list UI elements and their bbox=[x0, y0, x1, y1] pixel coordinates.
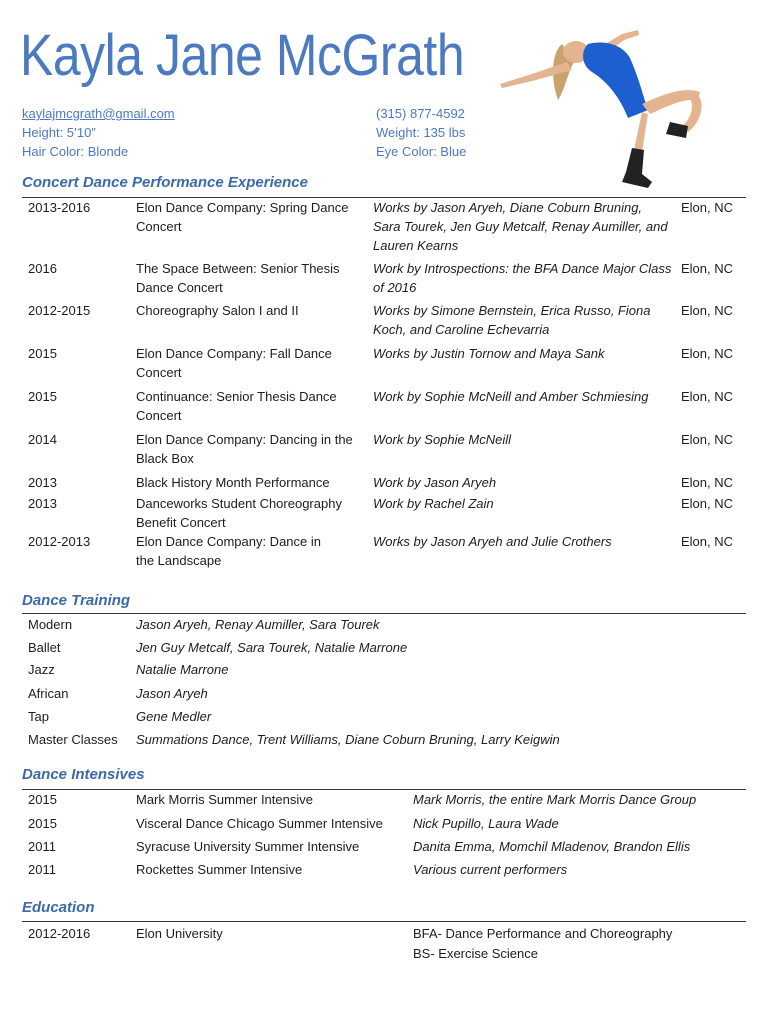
contact-left bbox=[22, 104, 175, 161]
intensive-name: Rockettes Summer Intensive bbox=[136, 862, 303, 877]
concert-year: 2013-2016 bbox=[28, 200, 91, 215]
concert-works: Works by Simone Bernstein, Erica Russo, Fiona Koch, and Caroline Echevarria bbox=[373, 303, 651, 337]
concert-location: Elon, NC bbox=[681, 475, 734, 490]
resume-name: Kayla Jane McGrath bbox=[20, 23, 465, 88]
concert-event: Elon Dance Company: Dancing in the Black Box bbox=[136, 432, 353, 466]
concert-year: 2013 bbox=[28, 496, 57, 511]
concert-year: 2014 bbox=[28, 432, 57, 447]
concert-location: Elon, NC bbox=[681, 200, 734, 215]
intensive-faculty: Danita Emma, Momchil Mladenov, Brandon Ellis bbox=[413, 839, 691, 854]
training-teachers: Summations Dance, Trent Williams, Diane Coburn Bruning, Larry Keigwin bbox=[136, 732, 560, 747]
intensive-name: Visceral Dance Chicago Summer Intensive bbox=[136, 816, 383, 831]
email-link[interactable]: kaylajmcgrath@gmail.com bbox=[22, 106, 175, 121]
education-degree-bfa: BFA- Dance Performance and Choreography bbox=[413, 926, 673, 941]
concert-location: Elon, NC bbox=[681, 534, 734, 549]
concert-year: 2013 bbox=[28, 475, 57, 490]
training-style: African bbox=[28, 686, 69, 701]
dancer-leg-front bbox=[634, 112, 648, 152]
intensive-name: Syracuse University Summer Intensive bbox=[136, 839, 360, 854]
intensives-section-title: Dance Intensives bbox=[22, 766, 145, 783]
training-teachers: Jason Aryeh, Renay Aumiller, Sara Tourek bbox=[136, 617, 380, 632]
training-style: Modern bbox=[28, 617, 73, 632]
education-school: Elon University bbox=[136, 926, 223, 941]
training-section-title: Dance Training bbox=[22, 592, 131, 609]
intensive-year: 2011 bbox=[28, 839, 56, 854]
concert-works: Work by Rachel Zain bbox=[373, 496, 494, 511]
training-style: Tap bbox=[28, 709, 49, 724]
education-year: 2012-2016 bbox=[28, 926, 91, 941]
concert-event: Elon Dance Company: Spring Dance Concert bbox=[136, 200, 349, 234]
concert-location: Elon, NC bbox=[681, 261, 734, 276]
training-teachers: Gene Medler bbox=[136, 709, 212, 724]
concert-year: 2015 bbox=[28, 346, 57, 361]
training-style: Jazz bbox=[28, 662, 55, 677]
concert-location: Elon, NC bbox=[681, 346, 734, 361]
concert-works: Work by Sophie McNeill bbox=[373, 432, 511, 447]
concert-works: Works by Justin Tornow and Maya Sank bbox=[373, 346, 605, 361]
training-teachers: Jason Aryeh bbox=[136, 686, 208, 701]
concert-event: Black History Month Performance bbox=[136, 475, 330, 490]
dancer-leg-upper bbox=[642, 90, 700, 114]
concert-section-title: Concert Dance Performance Experience bbox=[22, 174, 308, 191]
eye-color-text: Eye Color: Blue bbox=[376, 144, 467, 159]
concert-year: 2012-2015 bbox=[28, 303, 91, 318]
training-teachers: Jen Guy Metcalf, Sara Tourek, Natalie Marrone bbox=[136, 640, 408, 655]
concert-event: Choreography Salon I and II bbox=[136, 303, 299, 318]
training-style: Ballet bbox=[28, 640, 61, 655]
intensive-year: 2011 bbox=[28, 862, 56, 877]
intensive-year: 2015 bbox=[28, 792, 57, 807]
concert-year: 2012-2013 bbox=[28, 534, 91, 549]
concert-year: 2015 bbox=[28, 389, 57, 404]
training-teachers: Natalie Marrone bbox=[136, 662, 229, 677]
dancer-dress bbox=[583, 43, 648, 118]
phone-text: (315) 877-4592 bbox=[376, 106, 465, 121]
concert-location: Elon, NC bbox=[681, 496, 734, 511]
concert-event: The Space Between: Senior Thesis Dance Concert bbox=[136, 261, 340, 295]
training-divider bbox=[22, 613, 746, 614]
concert-event: Continuance: Senior Thesis Dance Concert bbox=[136, 389, 337, 423]
intensive-faculty: Various current performers bbox=[413, 862, 568, 877]
education-degree-bs: BS- Exercise Science bbox=[413, 946, 538, 961]
concert-event: Danceworks Student Choreography Benefit Concert bbox=[136, 496, 342, 530]
intensive-year: 2015 bbox=[28, 816, 57, 831]
concert-works: Work by Introspections: the BFA Dance Major Class of 2016 bbox=[373, 261, 672, 295]
weight-text: Weight: 135 lbs bbox=[376, 125, 466, 140]
education-section-title: Education bbox=[22, 899, 95, 916]
training-style: Master Classes bbox=[28, 732, 118, 747]
intensive-name: Mark Morris Summer Intensive bbox=[136, 792, 313, 807]
hair-color-text: Hair Color: Blonde bbox=[22, 144, 129, 159]
concert-works: Work by Sophie McNeill and Amber Schmiesing bbox=[373, 389, 649, 404]
concert-location: Elon, NC bbox=[681, 389, 734, 404]
concert-event: Elon Dance Company: Fall Dance Concert bbox=[136, 346, 332, 380]
contact-right bbox=[376, 104, 466, 161]
intensive-faculty: Nick Pupillo, Laura Wade bbox=[413, 816, 559, 831]
dancer-boot-front bbox=[622, 148, 652, 188]
concert-works: Works by Jason Aryeh and Julie Crothers bbox=[373, 534, 612, 549]
concert-year: 2016 bbox=[28, 261, 57, 276]
concert-works: Work by Jason Aryeh bbox=[373, 475, 497, 490]
concert-location: Elon, NC bbox=[681, 432, 734, 447]
education-divider bbox=[22, 921, 746, 922]
concert-works: Works by Jason Aryeh, Diane Coburn Bruning, Sara Tourek, Jen Guy Metcalf, Renay Aumiller, and Lauren Kearns bbox=[373, 200, 668, 253]
concert-event: Elon Dance Company: Dance in the Landscape bbox=[136, 534, 321, 568]
height-text: Height: 5’10” bbox=[22, 125, 96, 140]
concert-location: Elon, NC bbox=[681, 303, 734, 318]
intensive-faculty: Mark Morris, the entire Mark Morris Dance Group bbox=[413, 792, 697, 807]
dancer-photo bbox=[492, 22, 728, 200]
